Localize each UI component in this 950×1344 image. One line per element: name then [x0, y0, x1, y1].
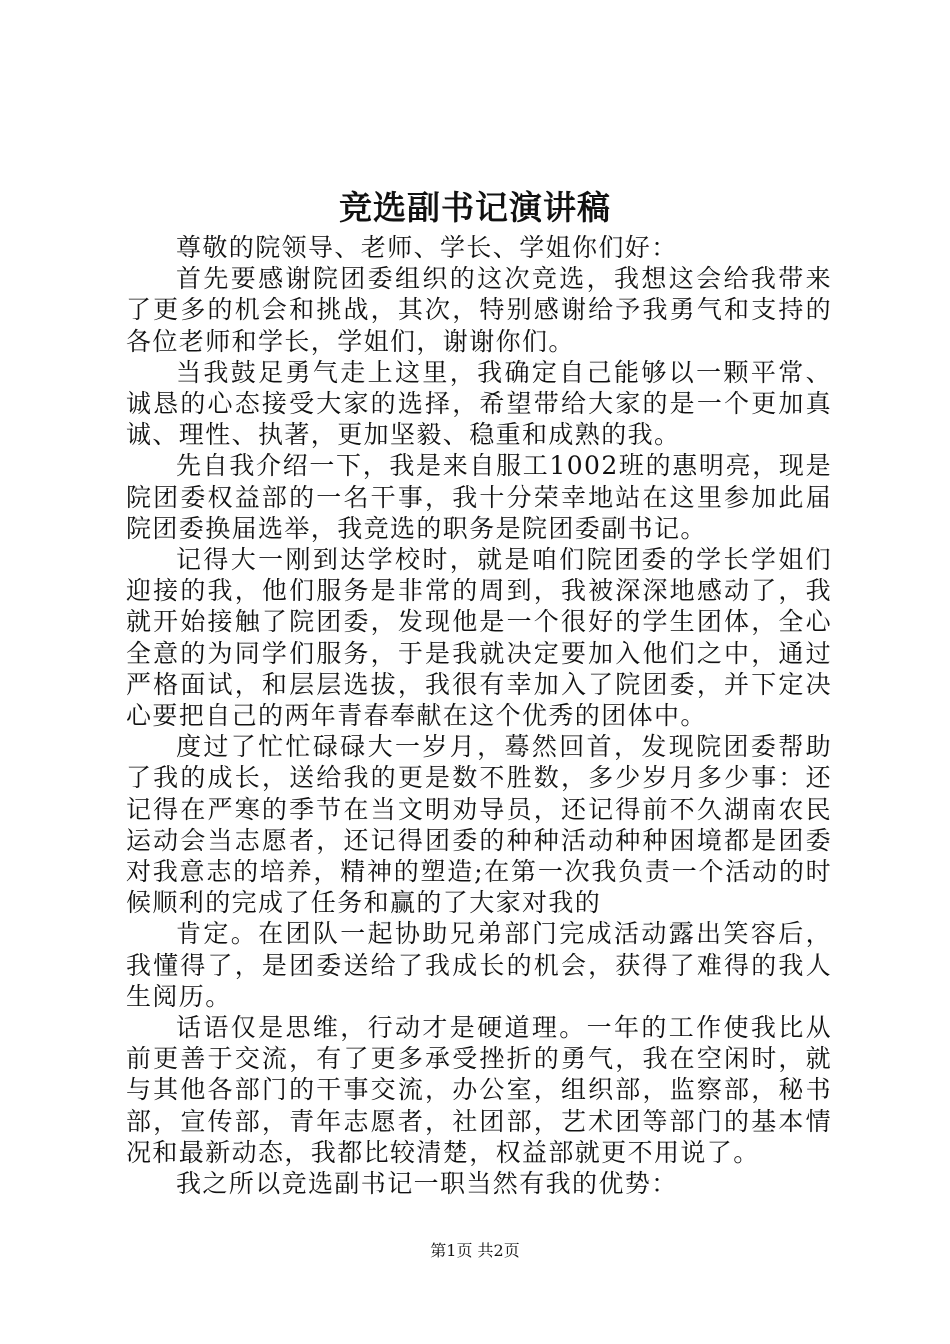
- paragraph-introduction: 先自我介绍一下，我是来自服工1002班的惠明亮，现是院团委权益部的一名干事，我十分荣幸地站在这里参加此届院团委换届选举，我竞选的职务是院团委副书记。: [126, 451, 832, 543]
- paragraph-advantages: 我之所以竞选副书记一职当然有我的优势：: [176, 1169, 678, 1199]
- page-number: 第1页 共2页: [430, 1241, 520, 1260]
- paragraph-joining: 记得大一刚到达学校时，就是咱们院团委的学长学姐们迎接的我，他们服务是非常的周到，我被深深地感动了，我就开始接触了院团委，发现他是一个很好的学生团体，全心全意的为同学们服务，于是我就决定要加入他们之中，通过严格面试，和层层选拔，我很有幸加入了院团委，并下定决心要把自己的两年青春奉献在这个优秀的团体中。: [126, 545, 832, 731]
- paragraph-attitude: 当我鼓足勇气走上这里，我确定自己能够以一颗平常、诚恳的心态接受大家的选择，希望带给大家的是一个更加真诚、理性、执著，更加坚毅、稳重和成熟的我。: [126, 357, 832, 450]
- paragraph-thanks: 首先要感谢院团委组织的这次竞选，我想这会给我带来了更多的机会和挑战，其次，特别感谢给予我勇气和支持的各位老师和学长，学姐们，谢谢你们。: [126, 264, 832, 356]
- document-body: [126, 232, 832, 1199]
- document-title: 竞选副书记演讲稿: [339, 188, 611, 227]
- paragraph-experience: 度过了忙忙碌碌大一岁月，蓦然回首，发现院团委帮助了我的成长，送给我的更是数不胜数，多少岁月多少事：还记得在严寒的季节在当文明劝导员，还记得前不久湖南农民运动会当志愿者，还记得团委的种种活动种种困境都是团委对我意志的培养，精神的塑造;在第一次我负责一个活动的时候顺利的完成了任务和赢的了大家对我的: [126, 732, 832, 918]
- paragraph-greeting: 尊敬的院领导、老师、学长、学姐你们好：: [176, 233, 678, 262]
- paragraph-growth: 肯定。在团队一起协助兄弟部门完成活动露出笑容后，我懂得了，是团委送给了我成长的机会，获得了难得的我人生阅历。: [126, 919, 832, 1011]
- paragraph-work: 话语仅是思维，行动才是硬道理。一年的工作使我比从前更善于交流，有了更多承受挫折的勇气，我在空闲时，就与其他各部门的干事交流，办公室，组织部，监察部，秘书部，宣传部，青年志愿者，社团部，艺术团等部门的基本情况和最新动态，我都比较清楚，权益部就更不用说了。: [126, 1013, 832, 1167]
